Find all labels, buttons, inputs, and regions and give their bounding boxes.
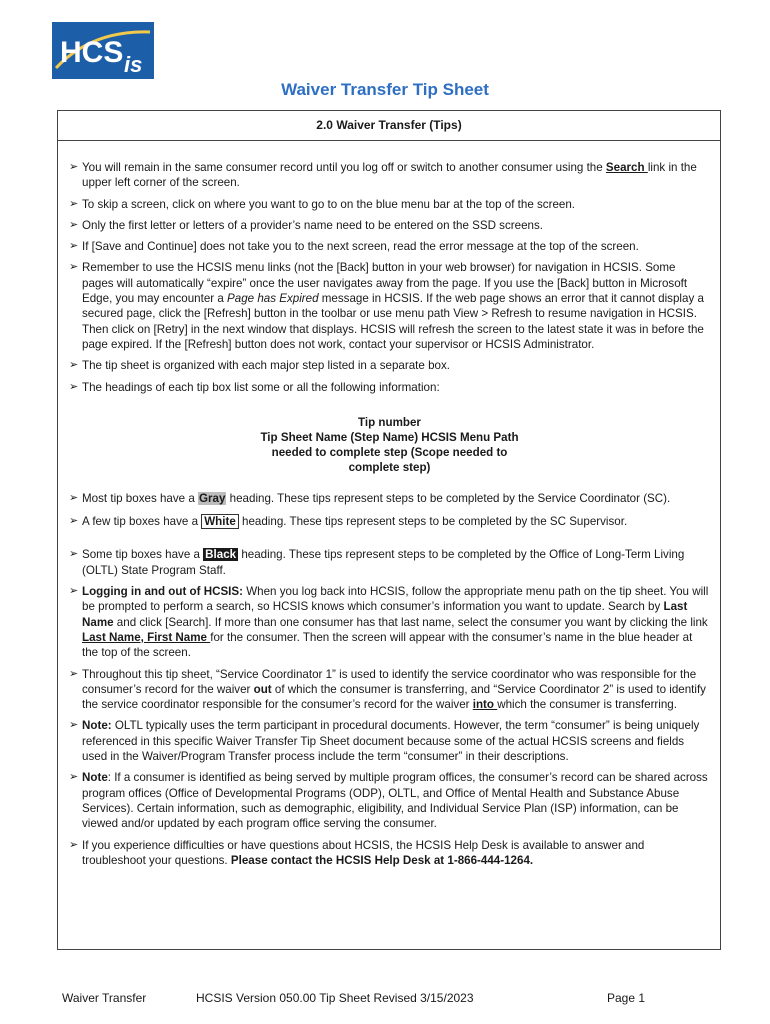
footer-page-number: Page 1 bbox=[607, 991, 646, 1005]
tip-text: OLTL typically uses the term participant in procedural documents. However, the term “consumer” is being uniquely referenced in this specific Waiver Transfer Tip Sheet document because some of the actual HCSIS screens and fields used in the Waiver/Program Transfer process include the term “consumer” in their descriptions. bbox=[82, 719, 700, 764]
tip-text: When you log back into HCSIS, follow the appropriate menu path on the tip sheet. You will be prompted to perform a search, so HCSIS knows which consumer’s information you want to update. Search by bbox=[82, 585, 709, 614]
tip-text: heading. These tips represent steps to be completed by the Service Coordinator (SC). bbox=[226, 491, 671, 505]
footer-left: Waiver Transfer bbox=[62, 991, 147, 1005]
tip-text: To skip a screen, click on where you want to go to on the blue menu bar at the top of the screen. bbox=[82, 197, 576, 211]
tip-text: message in HCSIS. If the web page shows an error that it cannot display a secured page, click the [Refresh] button in the toolbar or use menu path View > Refresh to resume navigation in HCSIS. Then click on [Retry] in the next window that displays. HCSIS will refresh the screen to the latest state it was in before the page expired. If the [Refresh] button does not work, contact your supervisor or HCSIS Administrator. bbox=[82, 292, 704, 351]
tip-item bbox=[69, 770, 710, 831]
tip-item bbox=[69, 667, 710, 713]
note-label: Note bbox=[82, 771, 108, 785]
into-underlined: into bbox=[472, 698, 498, 712]
arrowhead-bullet-icon: ➢ bbox=[69, 197, 79, 210]
tip-text: which the consumer is transferring. bbox=[497, 698, 677, 712]
white-heading-sample: White bbox=[201, 514, 239, 529]
tip-text: Throughout this tip sheet, “Service Coordinator 1” is used to identify the service coordinator who was responsible for the consumer’s record for the waiver bbox=[82, 667, 697, 696]
tip-text: Most tip boxes have a bbox=[82, 491, 198, 505]
tip-text: If [Save and Continue] does not take you to the next screen, read the error message at the top of the screen. bbox=[82, 240, 639, 254]
arrowhead-bullet-icon: ➢ bbox=[69, 838, 79, 851]
logo-main-text: HCS bbox=[60, 36, 124, 69]
help-desk-contact: Please contact the HCSIS Help Desk at 1-866-444-1264. bbox=[230, 853, 534, 867]
tip-text: Remember to use the HCSIS menu links (not the [Back] button in your web browser) for navigation in HCSIS. Some pages will automatically “expire” once the user navigates away from the page. If you use the [Back] button in Microsoft Edge, you may encounter a bbox=[82, 261, 688, 306]
logo-sub-text: is bbox=[124, 52, 143, 77]
tip-item bbox=[69, 160, 710, 191]
out-bold: out bbox=[253, 682, 272, 696]
tip-text: Some tip boxes have a bbox=[82, 548, 204, 562]
page-expired-text: Page has Expired bbox=[227, 292, 322, 306]
tip-item bbox=[69, 358, 710, 373]
last-name-bold: Last Name bbox=[82, 600, 688, 629]
arrowhead-bullet-icon: ➢ bbox=[69, 161, 79, 173]
arrowhead-bullet-icon: ➢ bbox=[69, 359, 79, 372]
note-label: Note: bbox=[82, 719, 112, 733]
name-link-text: Last Name, First Name bbox=[82, 630, 211, 644]
tip-text: Only the first letter or letters of a provider’s name need to be entered on the SSD screens. bbox=[82, 218, 543, 232]
arrowhead-bullet-icon: ➢ bbox=[69, 667, 79, 680]
search-link-text: Search bbox=[605, 161, 648, 174]
tip-item bbox=[69, 380, 710, 395]
tip-item bbox=[69, 584, 710, 660]
tip-item bbox=[69, 197, 710, 212]
tips-list bbox=[58, 141, 720, 868]
tip-item bbox=[69, 547, 710, 578]
black-heading-sample: Black bbox=[205, 548, 237, 562]
tip-text: of which the consumer is transferring, and “Service Coordinator 2” is used to identify the service coordinator responsible for the consumer’s record for the waiver bbox=[82, 682, 706, 712]
tip-text: : If a consumer is identified as being served by multiple program offices, the consumer’s record can be shared across program offices (Office of Developmental Programs (ODP), OLTL, and Office of Mental Health and Substance Abuse Services). Certain information, such as demographic, eligibility, and Individual Service Plan (ISP) information, can be viewed and/or updated by each program office serving the consumer. bbox=[82, 771, 708, 831]
heading-info-line-2: Tip Sheet Name (Step Name) HCSIS Menu Path needed to complete step (Scope needed to complete step) bbox=[260, 430, 519, 474]
tip-text: If you experience difficulties or have questions about HCSIS, the HCSIS Help Desk is available to answer and troubleshoot your questions. bbox=[82, 838, 645, 867]
tip-item bbox=[69, 218, 710, 233]
arrowhead-bullet-icon: ➢ bbox=[69, 515, 79, 528]
arrowhead-bullet-icon: ➢ bbox=[69, 380, 79, 393]
tip-text: A few tip boxes have a bbox=[82, 515, 202, 529]
arrowhead-bullet-icon: ➢ bbox=[69, 218, 79, 231]
arrowhead-bullet-icon: ➢ bbox=[69, 491, 79, 504]
gray-heading-sample: Gray bbox=[199, 491, 226, 505]
tip-text: You will remain in the same consumer record until you log off or switch to another consumer using the bbox=[82, 161, 606, 174]
tip-text: heading. These tips represent steps to be completed by the Office of Long-Term Living (OLTL) State Program Staff. bbox=[82, 548, 685, 577]
tip-text: for the consumer. Then the screen will appear with the consumer’s name in the blue header at the top of the screen. bbox=[82, 630, 693, 660]
arrowhead-bullet-icon: ➢ bbox=[69, 719, 79, 732]
tip-text: link in the upper left corner of the screen. bbox=[82, 161, 697, 190]
tip-text: and click [Search]. If more than one consumer has that last name, select the consumer you want by clicking the link bbox=[113, 615, 708, 629]
document-title: Waiver Transfer Tip Sheet bbox=[281, 80, 489, 99]
footer-center: HCSIS Version 050.00 Tip Sheet Revised 3/15/2023 bbox=[196, 991, 474, 1005]
tip-item bbox=[69, 514, 710, 529]
arrowhead-bullet-icon: ➢ bbox=[69, 585, 79, 598]
tip-text: heading. These tips represent steps to be completed by the SC Supervisor. bbox=[238, 515, 628, 529]
tip-item bbox=[69, 838, 710, 869]
heading-info-block bbox=[255, 415, 525, 475]
tip-item bbox=[69, 491, 710, 506]
arrowhead-bullet-icon: ➢ bbox=[69, 548, 79, 561]
tip-item bbox=[69, 239, 710, 254]
tip-text: The headings of each tip box list some or all the following information: bbox=[82, 380, 440, 394]
tip-text: The tip sheet is organized with each major step listed in a separate box. bbox=[82, 359, 450, 373]
tips-box bbox=[57, 110, 721, 950]
tip-item bbox=[69, 260, 710, 352]
hcsis-logo bbox=[52, 22, 154, 79]
tips-box-header: 2.0 Waiver Transfer (Tips) bbox=[58, 111, 720, 141]
tip-bold-lead: Logging in and out of HCSIS: bbox=[82, 585, 243, 599]
heading-info-line-1: Tip number bbox=[358, 415, 421, 429]
arrowhead-bullet-icon: ➢ bbox=[69, 261, 79, 274]
arrowhead-bullet-icon: ➢ bbox=[69, 771, 79, 784]
arrowhead-bullet-icon: ➢ bbox=[69, 240, 79, 253]
tip-item bbox=[69, 718, 710, 764]
